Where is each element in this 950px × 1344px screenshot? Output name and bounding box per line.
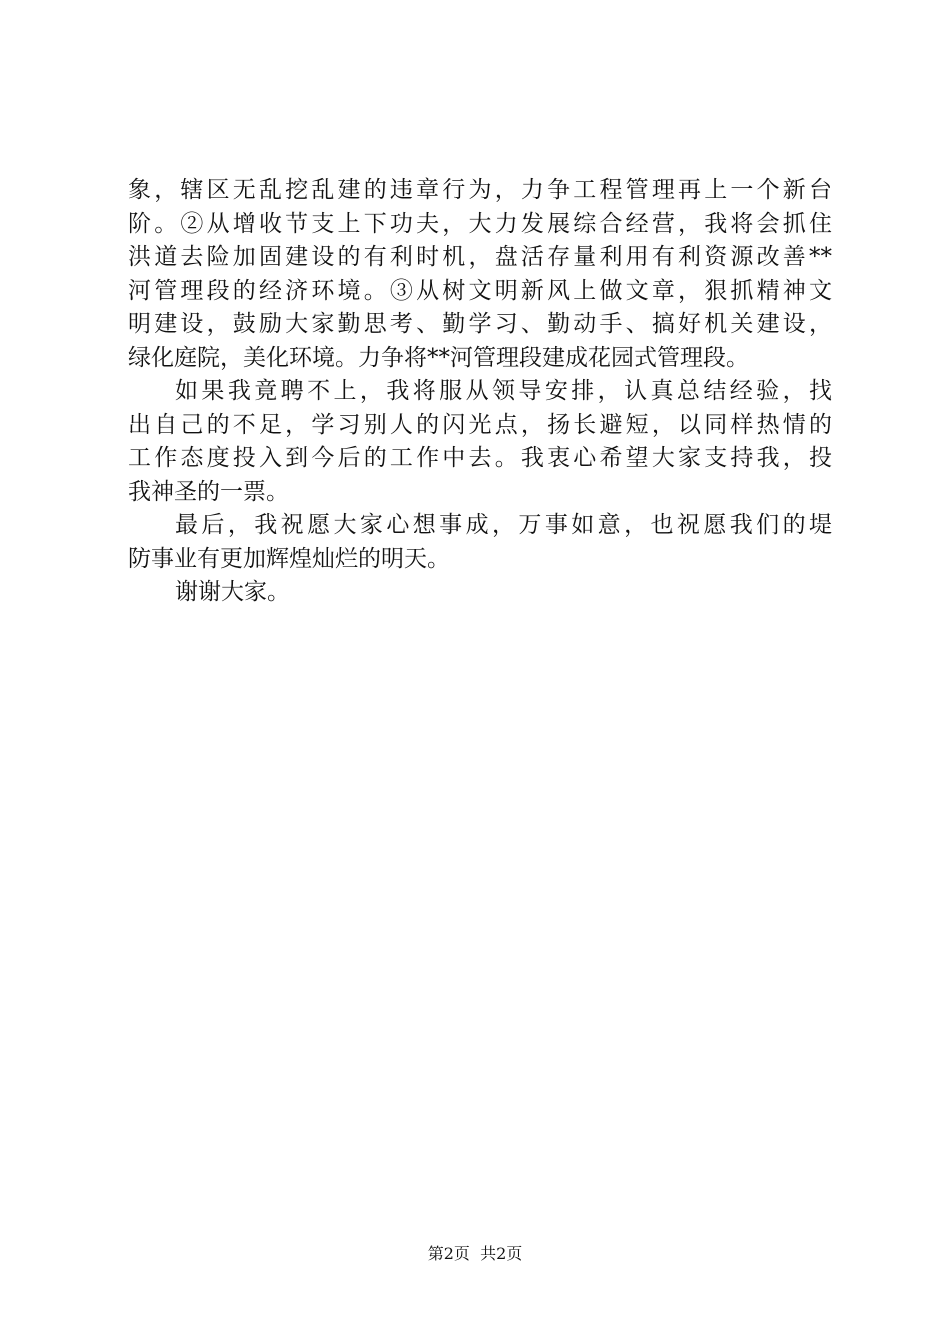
text-line: 我神圣的一票。 <box>128 478 289 505</box>
text-line: 谢谢大家。 <box>175 579 290 605</box>
page-footer <box>0 1244 950 1264</box>
text-line: 最后，我祝愿大家心想事成，万事如意，也祝愿我们的堤 <box>175 512 832 538</box>
text-line: 明建设，鼓励大家勤思考、勤学习、勤动手、搞好机关建设， <box>128 311 832 337</box>
paragraph <box>128 375 832 509</box>
text-line: 河管理段的经济环境。③从树文明新风上做文章，狠抓精神文 <box>128 277 832 304</box>
text-line: 象，辖区无乱挖乱建的违章行为，力争工程管理再上一个新台 <box>128 177 832 203</box>
paragraph <box>128 576 832 610</box>
text-line: 阶。②从增收节支上下功夫，大力发展综合经营，我将会抓住 <box>128 210 832 237</box>
text-line: 如果我竟聘不上，我将服从领导安排，认真总结经验，找 <box>175 378 832 404</box>
text-line: 出自己的不足，学习别人的闪光点，扬长避短，以同样热情的 <box>128 411 832 438</box>
page-number: 第2页 共2页 <box>427 1244 523 1263</box>
text-line: 洪道去险加固建设的有利时机，盘活存量利用有利资源改善** <box>128 244 832 270</box>
text-line: 工作态度投入到今后的工作中去。我衷心希望大家支持我，投 <box>128 445 832 471</box>
text-line: 绿化庭院，美化环境。力争将**河管理段建成花园式管理段。 <box>128 344 749 371</box>
document-body <box>128 174 832 610</box>
paragraph <box>128 174 832 375</box>
paragraph <box>128 509 832 576</box>
text-line: 防事业有更加辉煌灿烂的明天。 <box>128 545 450 572</box>
